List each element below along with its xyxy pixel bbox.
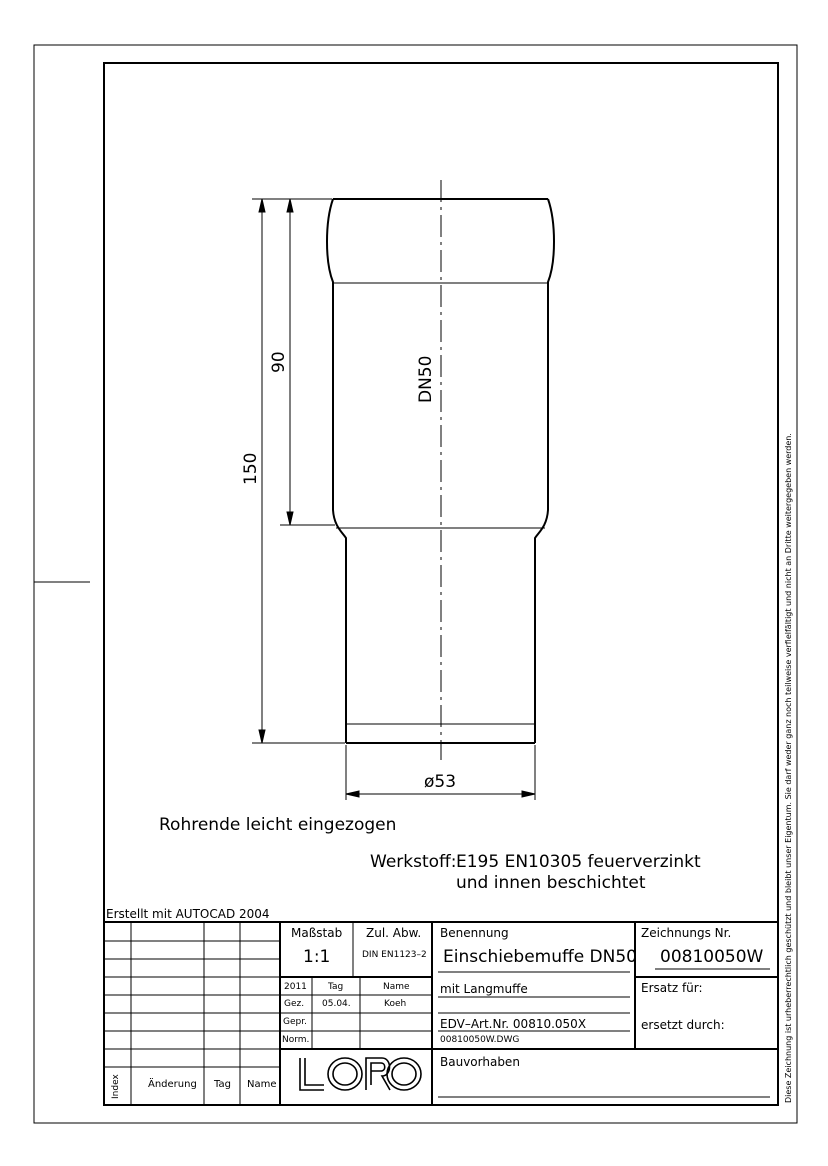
dim-dn50-label: DN50 <box>416 355 436 403</box>
tolerance-value: DIN EN1123–2 <box>362 950 427 960</box>
replaced-by-label: ersetzt durch: <box>641 1018 725 1032</box>
scale-value: 1:1 <box>303 947 331 967</box>
scale-label: Maßstab <box>291 926 343 940</box>
note-pipe-end: Rohrende leicht eingezogen <box>159 815 397 835</box>
year-value: 2011 <box>284 982 307 992</box>
replaces-label: Ersatz für: <box>641 981 703 995</box>
tolerance-label: Zul. Abw. <box>366 926 422 940</box>
norm-label: Norm. <box>282 1035 310 1045</box>
material-label: Werkstoff: <box>370 852 457 872</box>
rev-day-header: Tag <box>214 1079 231 1090</box>
copyright-notice: Diese Zeichnung ist urheberrechtlich geschützt und bleibt unser Eigentum. Sie darf weder ganz noch teilweise verfielfältigt und nicht an Dritte weitergegeben werden. <box>784 433 793 1103</box>
day-label: Tag <box>328 982 344 992</box>
loro-logo <box>300 1058 421 1090</box>
logo-text <box>300 1058 303 1059</box>
dim-150-label: 150 <box>241 452 261 485</box>
rev-change-header: Änderung <box>148 1079 197 1090</box>
title-label: Benennung <box>440 926 509 940</box>
rev-index-header: Index <box>111 1074 121 1099</box>
article-number: EDV–Art.Nr. 00810.050X <box>440 1017 587 1031</box>
material-line-2: und innen beschichtet <box>456 873 646 893</box>
drawn-label: Gez. <box>284 999 305 1009</box>
dim-90-label: 90 <box>269 351 289 373</box>
drawing-no-label: Zeichnungs Nr. <box>641 926 732 940</box>
checked-label: Gepr. <box>283 1017 307 1027</box>
name-label: Name <box>383 982 410 992</box>
project-label: Bauvorhaben <box>440 1055 520 1069</box>
dimension-150 <box>252 199 345 743</box>
drawn-date: 05.04. <box>322 999 351 1009</box>
title-value: Einschiebemuffe DN50 <box>443 947 637 967</box>
material-line-1: E195 EN10305 feuerverzinkt <box>456 852 701 872</box>
created-with: Erstellt mit AUTOCAD 2004 <box>106 907 270 921</box>
drawn-name: Koeh <box>384 999 407 1009</box>
drawing-no-value: 00810050W <box>660 947 764 967</box>
dwg-file: 00810050W.DWG <box>440 1035 520 1045</box>
rev-name-header: Name <box>247 1079 277 1090</box>
dim-diameter-label: ø53 <box>424 772 457 792</box>
subtitle: mit Langmuffe <box>440 982 528 996</box>
